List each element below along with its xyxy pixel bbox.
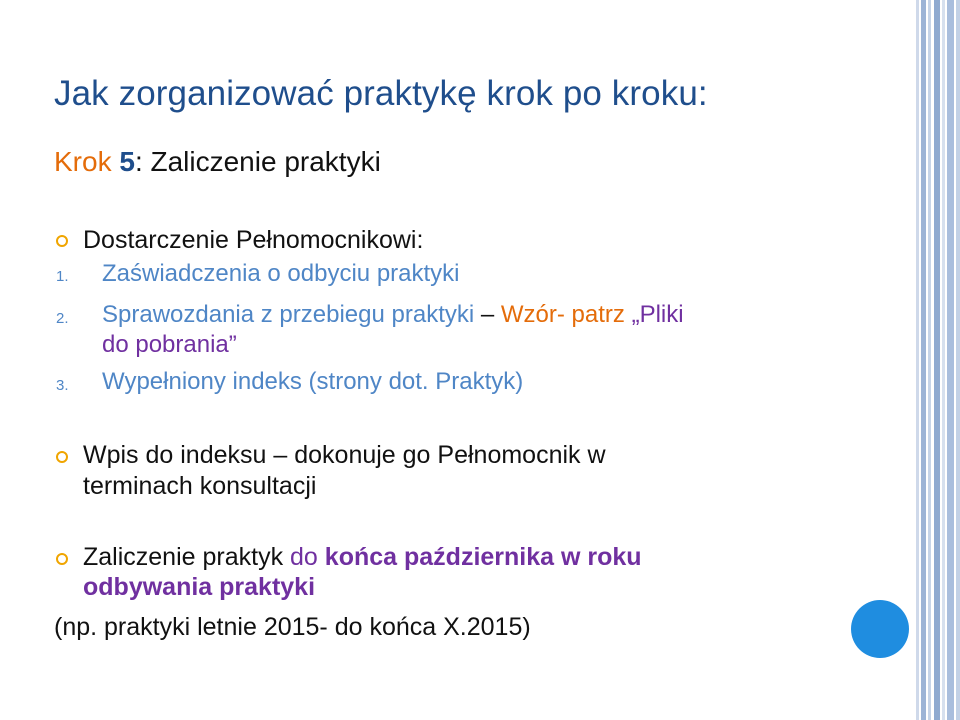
- item-report-dash: –: [480, 301, 495, 328]
- decorative-stripes: [908, 0, 960, 720]
- slide-subtitle: [54, 146, 381, 178]
- item-index: Wypełniony indeks (strony dot. Praktyk): [102, 368, 524, 395]
- stripe: [947, 0, 954, 720]
- item-number: 1.: [56, 268, 69, 285]
- stripe: [956, 0, 960, 720]
- stripe: [942, 0, 945, 720]
- ring-bullet-icon: [56, 553, 68, 565]
- item-certificate: Zaświadczenia o odbyciu praktyki: [102, 260, 460, 287]
- section3-line1: [83, 543, 642, 572]
- item-report-template: Wzór- patrz: [494, 301, 632, 328]
- section3-deadline: końca października w roku: [324, 543, 642, 571]
- section2-text-a: Wpis do indeksu: [83, 441, 274, 469]
- stripe: [921, 0, 926, 720]
- slide-title: Jak zorganizować praktykę krok po kroku:: [54, 74, 708, 113]
- item-report-text: Sprawozdania z przebiegu praktyki: [102, 301, 481, 328]
- ring-bullet-icon: [56, 235, 68, 247]
- downloads-link-continued[interactable]: do pobrania”: [102, 331, 237, 358]
- item-number: 2.: [56, 310, 69, 327]
- section3-example: (np. praktyki letnie 2015- do końca X.2015): [54, 613, 531, 641]
- blue-circle-icon: [851, 600, 909, 658]
- downloads-link[interactable]: „Pliki: [631, 301, 684, 328]
- subtitle-step-label: Krok: [54, 146, 120, 177]
- section3-text-a: Zaliczenie praktyk: [83, 543, 291, 571]
- ring-bullet-icon: [56, 451, 68, 463]
- stripe: [934, 0, 940, 720]
- item-report-line1: [102, 301, 684, 329]
- section2-text-b: dokonuje go Pełnomocnik w: [287, 441, 606, 469]
- stripe: [928, 0, 931, 720]
- section3-text-b: do: [290, 543, 325, 571]
- section2-dash: –: [273, 441, 288, 469]
- subtitle-step-name: : Zaliczenie praktyki: [134, 146, 381, 177]
- section3-line2: odbywania praktyki: [83, 573, 316, 601]
- item-number: 3.: [56, 377, 69, 394]
- section1-heading: Dostarczenie Pełnomocnikowi:: [83, 226, 424, 254]
- section2-line2: terminach konsultacji: [83, 472, 317, 500]
- section2-line1: [83, 441, 606, 470]
- subtitle-step-number: 5: [119, 146, 135, 177]
- stripe: [916, 0, 919, 720]
